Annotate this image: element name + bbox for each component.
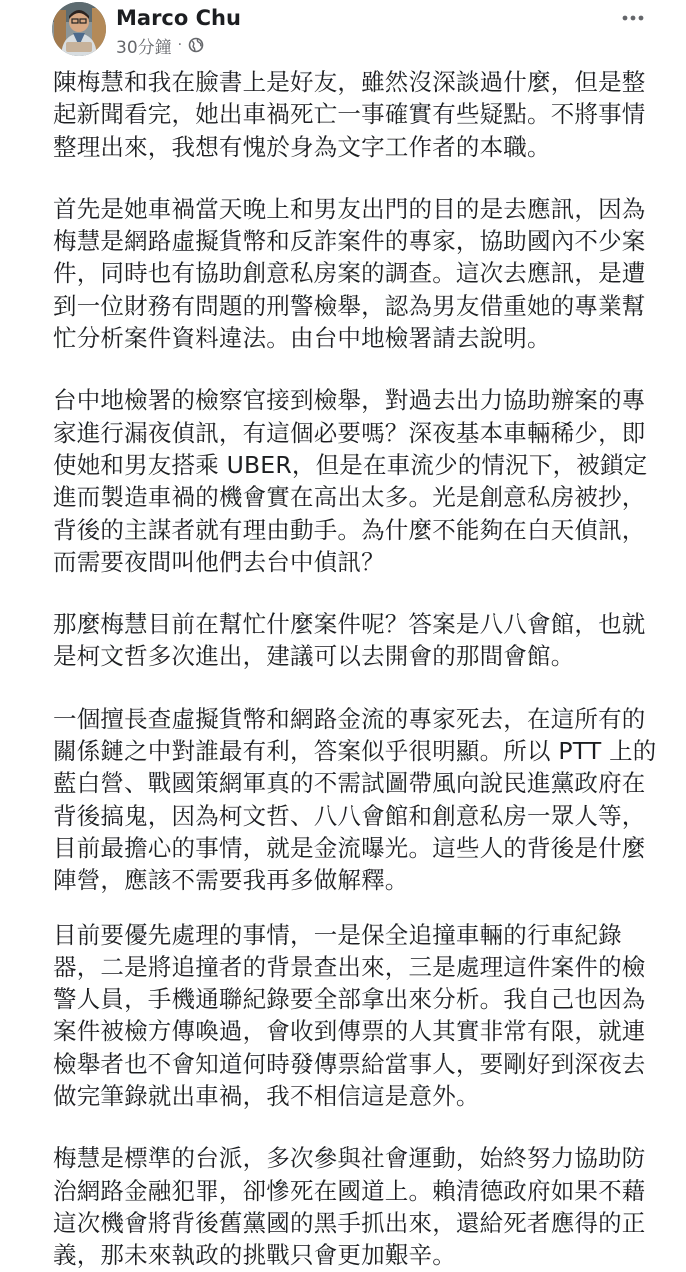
meta-separator: · [177,37,183,53]
avatar-photo [52,2,106,56]
post-timestamp[interactable]: 30分鐘 [116,37,172,58]
author-name[interactable]: Marco Chu [116,6,241,30]
post-meta [116,34,204,56]
post-header [0,0,686,62]
post-paragraph: 陳梅慧和我在臉書上是好友，雖然沒深談過什麼，但是整起新聞看完，她出車禍死亡一事確實有些疑點。不將事情整理出來，我想有愧於身為文字工作者的本職。 [53,68,646,161]
post-paragraph: 台中地檢署的檢察官接到檢舉，對過去出力協助辦案的專家進行漏夜偵訊，有這個必要嗎？深夜基本車輛稀少，即使她和男友搭乘 UBER，但是在車流少的情況下，被鎖定進而製造車禍的機會實在高出太多。光是創意私房被抄，背後的主謀者就有理由動手。為什麼不能夠在白天偵訊，而需要夜間叫他們去台中偵訊？ [53,386,648,576]
more-horizontal-icon [618,8,648,28]
post-paragraph: 首先是她車禍當天晚上和男友出門的目的是去應訊，因為梅慧是網路虛擬貨幣和反詐案件的專家，協助國內不少案件，同時也有協助創意私房案的調查。這次去應訊，是遭到一位財務有問題的刑警檢舉，認為男友借重她的專業幫忙分析案件資料違法。由台中地檢署請去說明。 [53,194,646,353]
post-paragraph: 那麼梅慧目前在幫忙什麼案件呢？答案是八八會館，也就是柯文哲多次進出，建議可以去開會的那間會館。 [53,610,646,671]
more-options-button[interactable] [618,8,648,28]
post-paragraph: 一個擅長查虛擬貨幣和網路金流的專家死去，在這所有的關係鏈之中對誰最有利，答案似乎很明顯。所以 PTT 上的藍白營、戰國策網軍真的不需試圖帶風向說民進黨政府在背後搞鬼，因為柯文哲、八八會館和創意私房一眾人等，目前最擔心的事情，就是金流曝光。這些人的背後是什麼陣營，應該不需要我再多做解釋。 [53,704,657,895]
post-paragraph: 梅慧是標準的台派，多次參與社會運動，始終努力協助防治網路金融犯罪，卻慘死在國道上。賴清德政府如果不藉這次機會將背後舊黨國的黑手抓出來，還給死者應得的正義，那未來執政的挑戰只會更加艱辛。 [53,1144,646,1270]
post-body [53,66,663,1272]
avatar[interactable] [52,2,106,56]
post-paragraph: 目前要優先處理的事情，一是保全追撞車輛的行車紀錄器，二是將追撞者的背景查出來，三是處理這件案件的檢警人員，手機通聯紀錄要全部拿出來分析。我自己也因為案件被檢方傳喚過，會收到傳票的人其實非常有限，就連檢舉者也不會知道何時發傳票給當事人，要剛好到深夜去做完筆錄就出車禍，我不相信這是意外。 [53,920,646,1111]
globe-icon [188,37,204,53]
